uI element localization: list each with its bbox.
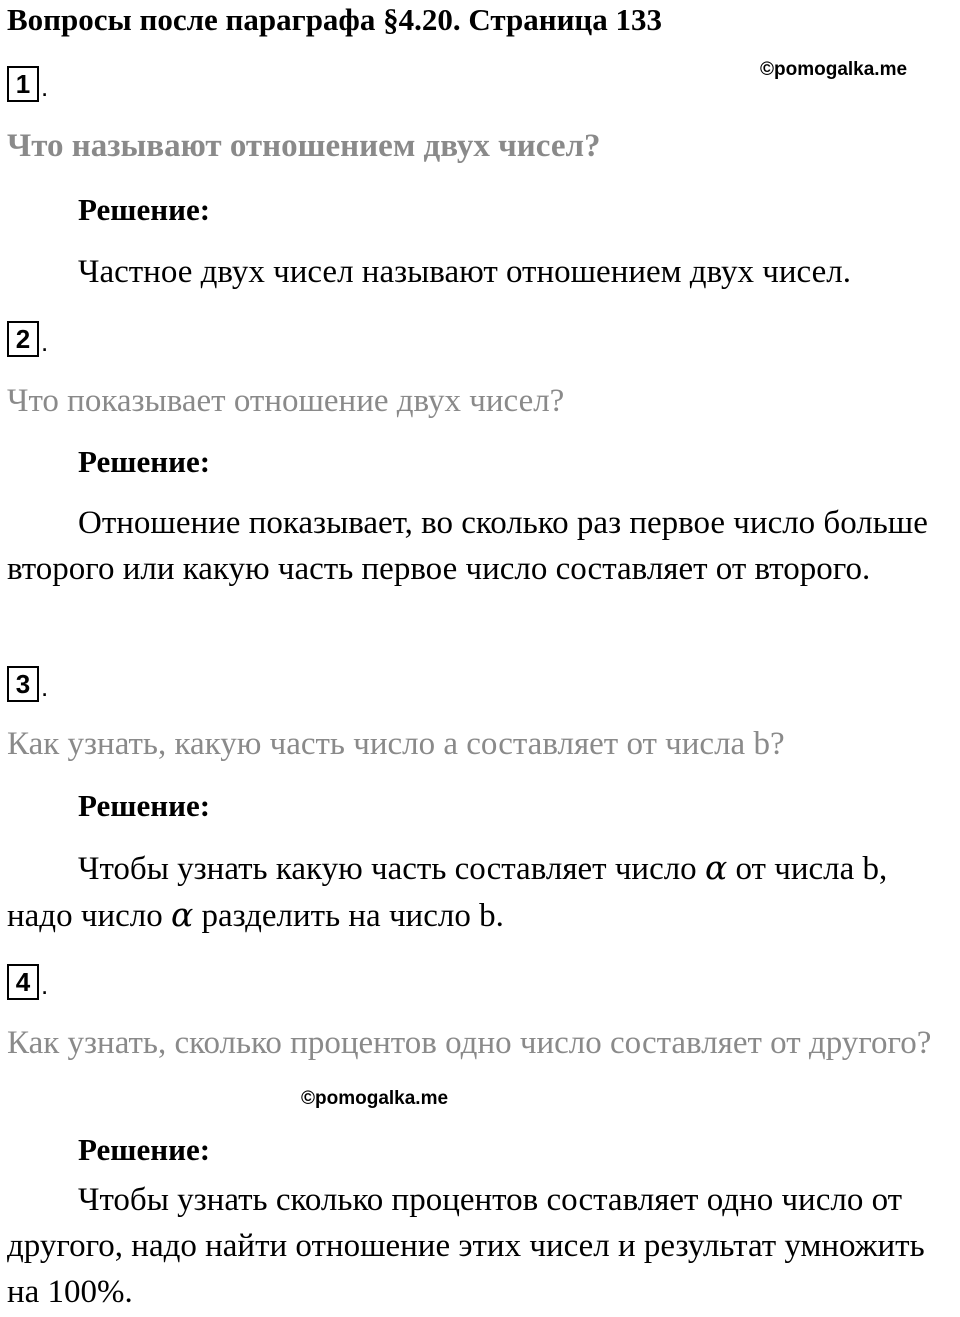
watermark-top: ©pomogalka.me [760, 59, 908, 80]
watermark-middle: ©pomogalka.me [301, 1088, 449, 1109]
answer-1: Частное двух чисел называют отношением двух чисел. [78, 254, 851, 290]
variable-alpha: α [170, 895, 194, 934]
question-1: Что называют отношением двух чисел? [7, 128, 601, 164]
page-title: Вопросы после параграфа §4.20. Страница 133 [7, 2, 663, 37]
number-box: 2 [7, 321, 39, 357]
question-4: Как узнать, сколько процентов одно число составляет от другого? [7, 1025, 932, 1061]
question-number-1: 1 . [7, 62, 48, 102]
question-2: Что показывает отношение двух чисел? [7, 383, 565, 419]
variable-alpha: α [704, 848, 728, 887]
solution-label-2: Решение: [78, 444, 211, 479]
answer-3: Чтобы узнать какую часть составляет число α от числа b, надо число α разделить на число b. [7, 848, 888, 934]
solution-label-3: Решение: [78, 788, 211, 823]
answer-2: Отношение показывает, во сколько раз первое число больше второго или какую часть первое число составляет от второго. [7, 505, 928, 587]
solution-label-4: Решение: [78, 1132, 211, 1167]
question-3: Как узнать, какую часть число a составляет от числа b? [7, 726, 785, 762]
number-box: 1 [7, 66, 39, 102]
number-box: 4 [7, 964, 39, 1000]
answer-4: Чтобы узнать сколько процентов составляет одно число от другого, надо найти отношение этих чисел и результат умножить на 100%. [7, 1182, 925, 1310]
question-number-2: 2 . [7, 317, 48, 357]
question-number-4: 4 . [7, 960, 48, 1000]
number-box: 3 [7, 666, 39, 702]
question-number-3: 3 . [7, 662, 48, 702]
solution-label-1: Решение: [78, 192, 211, 227]
